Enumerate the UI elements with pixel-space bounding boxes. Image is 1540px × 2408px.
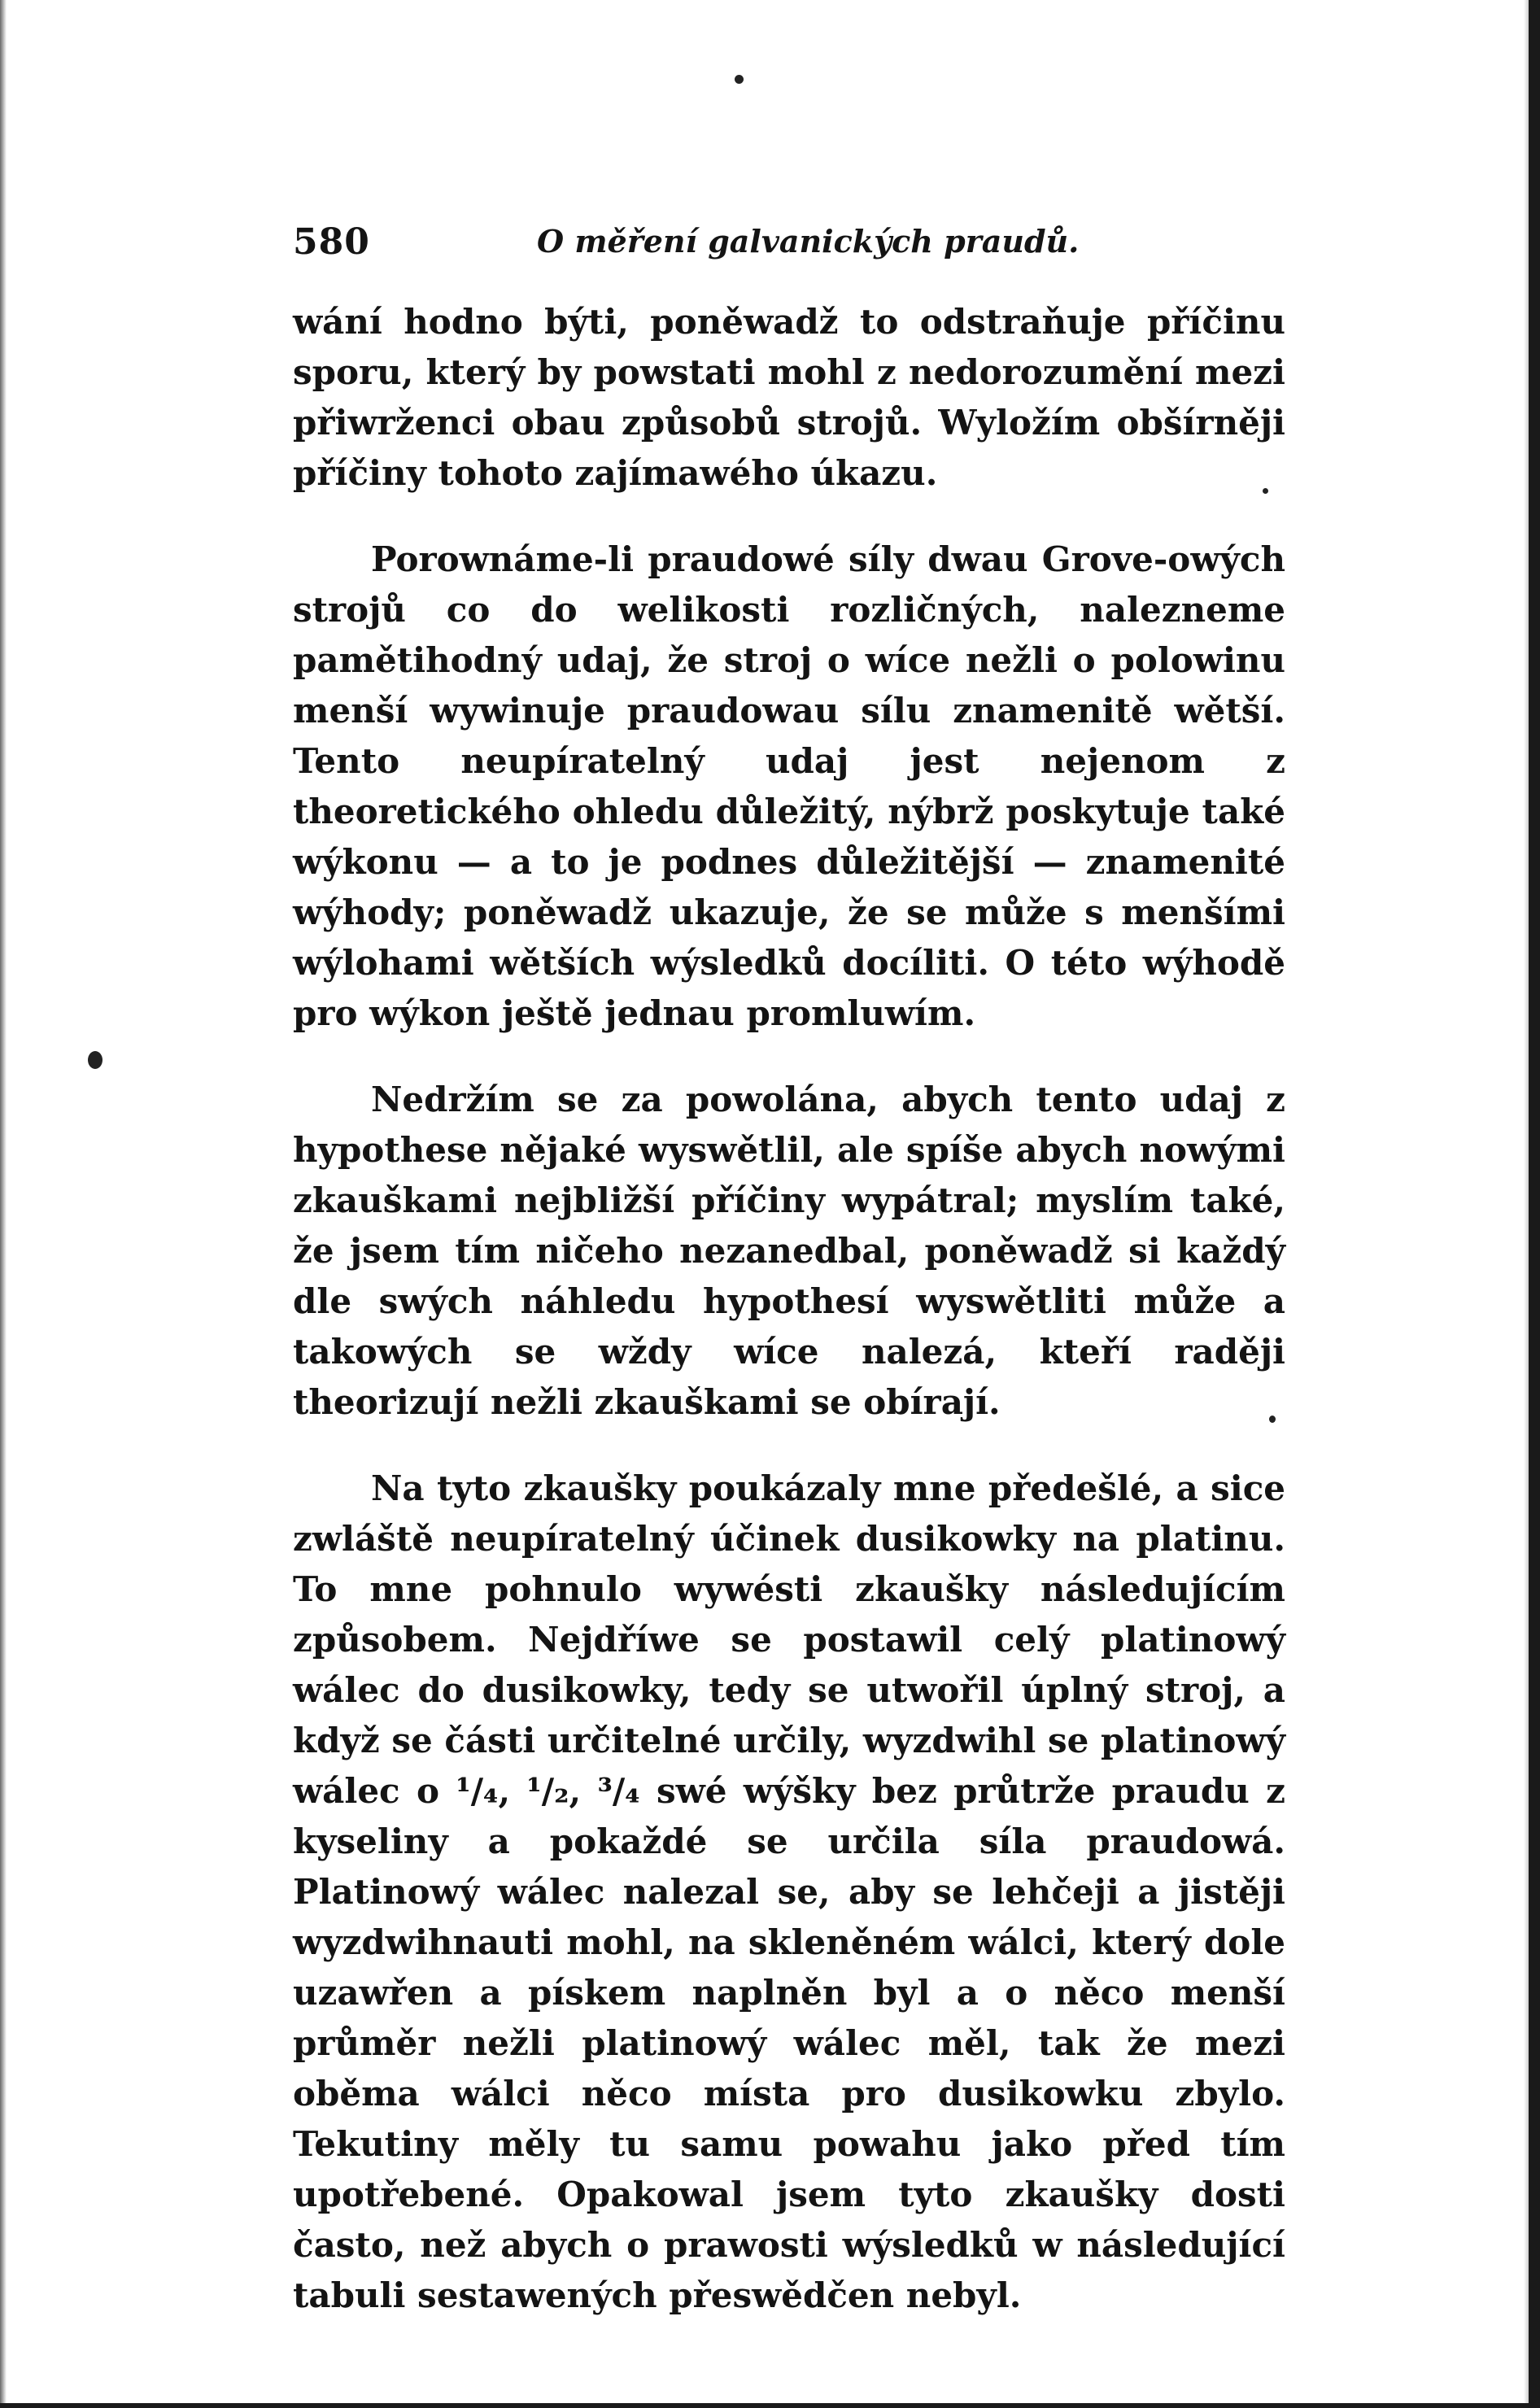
- scan-speck: [735, 75, 744, 84]
- paragraph: Porownáme-li praudowé síly dwau Grove-owých strojů co do welikosti rozličných, nalezneme pamětihodný udaj, že stroj o wíce nežli o polowinu menší wywinuje praudowau sílu znamenitě wětší. Tento neupíratelný udaj jest nejenom z theoretického ohledu důležitý, nýbrž poskytuje také wýkonu — a to je podnes důležitější — znamenité wýhody; poněwadž ukazuje, že se může s menšími wýlohami wětších wýsledků docíliti. O této wýhodě pro wýkon ještě jednau promluwím.: [293, 539, 1285, 1033]
- scan-speck: [88, 1051, 103, 1069]
- paragraph: wání hodno býti, poněwadž to odstraňuje příčinu sporu, který by powstati mohl z nedorozumění mezi přiwrženci obau způsobů strojů. Wyložím obšírněji příčiny tohoto zajímawého úkazu.: [293, 302, 1285, 493]
- paragraph: Nedržím se za powolána, abych tento udaj z hypothese nějaké wyswětlil, ale spíše abych nowými zkauškami nejbližší příčiny wypátral; myslím také, že jsem tím ničeho nezanedbal, poněwadž si každý dle swých náhledu hypothesí wyswětliti může a takowých se wždy wíce nalezá, kteří raději theorizují nežli zkauškami se obírají.: [293, 1080, 1285, 1422]
- page-edge-border-bottom: [0, 2403, 1540, 2408]
- page-edge-shadow-left: [0, 0, 7, 2408]
- body-text: [293, 297, 1285, 2357]
- page-edge-border-right: [1529, 0, 1540, 2408]
- page-header: [293, 221, 1285, 270]
- page-number: 580: [293, 221, 370, 263]
- running-title: O měření galvanických praudů.: [537, 223, 1080, 260]
- paragraph: Na tyto zkaušky poukázaly mne předešlé, a sice zwláště neupíratelný účinek dusikowky na platinu. To mne pohnulo wywésti zkaušky následujícím způsobem. Nejdříwe se postawil celý platinowý wálec do dusikowky, tedy se utwořil úplný stroj, a když se části určitelné určily, wyzdwihl se platinowý wálec o ¹/₄, ¹/₂, ³/₄ swé wýšky bez průtrže praudu z kyseliny a pokaždé se určila síla praudowá. Platinowý wálec nalezal se, aby se lehčeji a jistěji wyzdwihnauti mohl, na skleněném wálci, který dole uzawřen a pískem naplněn byl a o něco menší průměr nežli platinowý wálec měl, tak že mezi oběma wálci něco místa pro dusikowku zbylo. Tekutiny měly tu samu powahu jako před tím upotřebené. Opakowal jsem tyto zkaušky dosti často, než abych o prawosti wýsledků w následující tabuli sestawených přeswědčen nebyl.: [293, 1468, 1285, 2315]
